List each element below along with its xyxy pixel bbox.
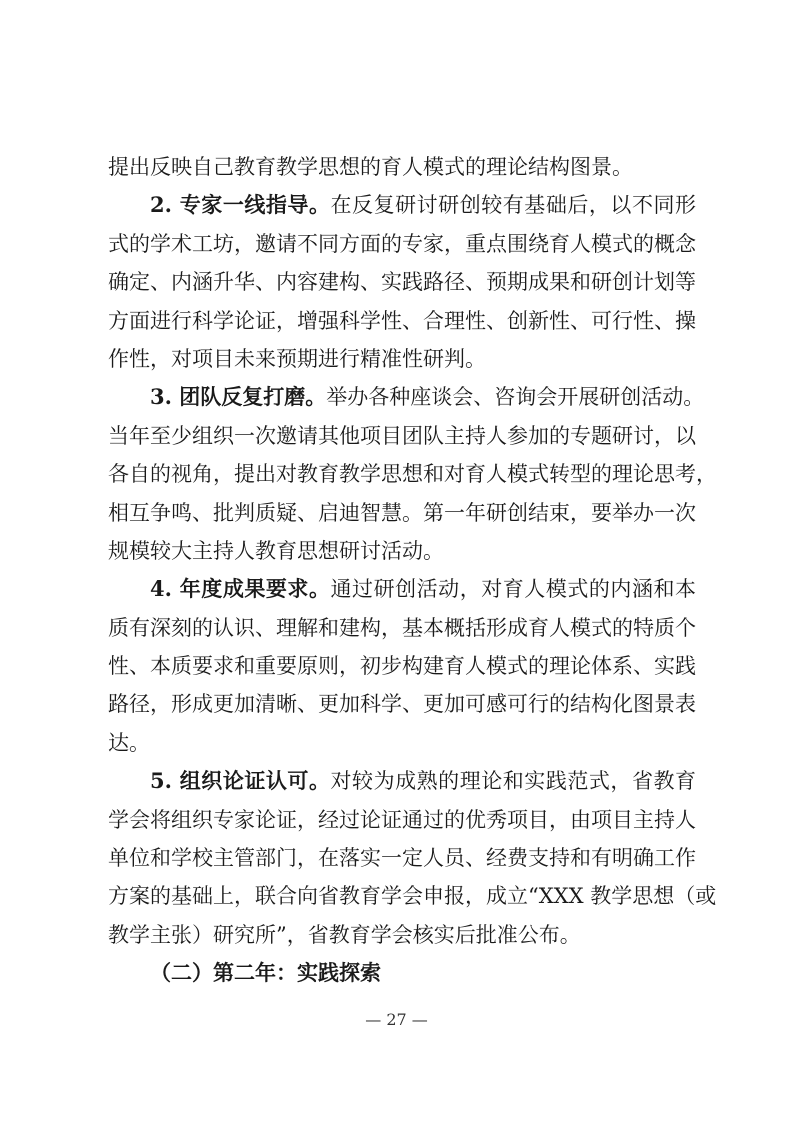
paragraph-line: 规模较大主持人教育思想研讨活动。 — [108, 538, 444, 563]
document-body — [108, 148, 717, 993]
paragraph-text: 举办各种座谈会、咨询会开展研创活动。 — [326, 385, 705, 410]
paragraph-text: 在反复研讨研创较有基础后，以不同形 — [330, 193, 697, 218]
paragraph-line: 性、本质要求和重要原则，初步构建育人模式的理论体系、实践 — [108, 654, 696, 679]
paragraph-heading: 4. 年度成果要求。 — [150, 576, 331, 602]
paragraph-line: 单位和学校主管部门，在落实一定人员、经费支持和有明确工作 — [108, 846, 696, 871]
paragraph-line: 作性，对项目未来预期进行精准性研判。 — [108, 346, 486, 371]
paragraph-line: 路径，形成更加清晰、更加科学、更加可感可行的结构化图景表 — [108, 692, 696, 717]
paragraph-line: 提出反映自己教育教学思想的育人模式的理论结构图景。 — [108, 155, 633, 179]
paragraph-line: 相互争鸣、批判质疑、启迪智慧。第一年研创结束，要举办一次 — [108, 500, 696, 525]
paragraph-line: 教学主张）研究所”，省教育学会核实后批准公布。 — [108, 922, 581, 947]
paragraph-line: 各自的视角，提出对教育教学思想和对育人模式转型的理论思考， — [108, 462, 717, 487]
paragraph-first-line — [108, 762, 696, 800]
paragraph-line: 当年至少组织一次邀请其他项目团队主持人参加的专题研讨，以 — [108, 423, 696, 448]
paragraph-heading: 3. 团队反复打磨。 — [150, 384, 327, 410]
paragraph-heading: 5. 组织论证认可。 — [150, 768, 331, 794]
paragraph-line: 方面进行科学论证，增强科学性、合理性、创新性、可行性、操 — [108, 308, 696, 333]
paragraph-line: 质有深刻的认识、理解和建构，基本概括形成育人模式的特质个 — [108, 615, 696, 640]
paragraph-heading: 2. 专家一线指导。 — [150, 192, 331, 218]
paragraph-line: 确定、内涵升华、内容建构、实践路径、预期成果和研创计划等 — [108, 270, 696, 295]
section-heading: （二）第二年：实践探索 — [150, 960, 381, 986]
page-number: — 27 — — [365, 1010, 428, 1029]
paragraph-line: 方案的基础上，联合向省教育学会申报，成立“XXX 教学思想（或 — [108, 884, 717, 909]
paragraph-first-line — [108, 186, 696, 224]
paragraph-text: 对较为成熟的理论和实践范式，省教育 — [330, 769, 697, 794]
paragraph-line: 学会将组织专家论证，经过论证通过的优秀项目，由项目主持人 — [108, 807, 696, 832]
paragraph-first-line — [108, 378, 705, 416]
paragraph-text: 通过研创活动，对育人模式的内涵和本 — [330, 577, 697, 602]
paragraph-first-line — [108, 570, 696, 608]
paragraph-line: 式的学术工坊，邀请不同方面的专家，重点围绕育人模式的概念 — [108, 231, 696, 256]
paragraph-line: 达。 — [108, 730, 150, 755]
